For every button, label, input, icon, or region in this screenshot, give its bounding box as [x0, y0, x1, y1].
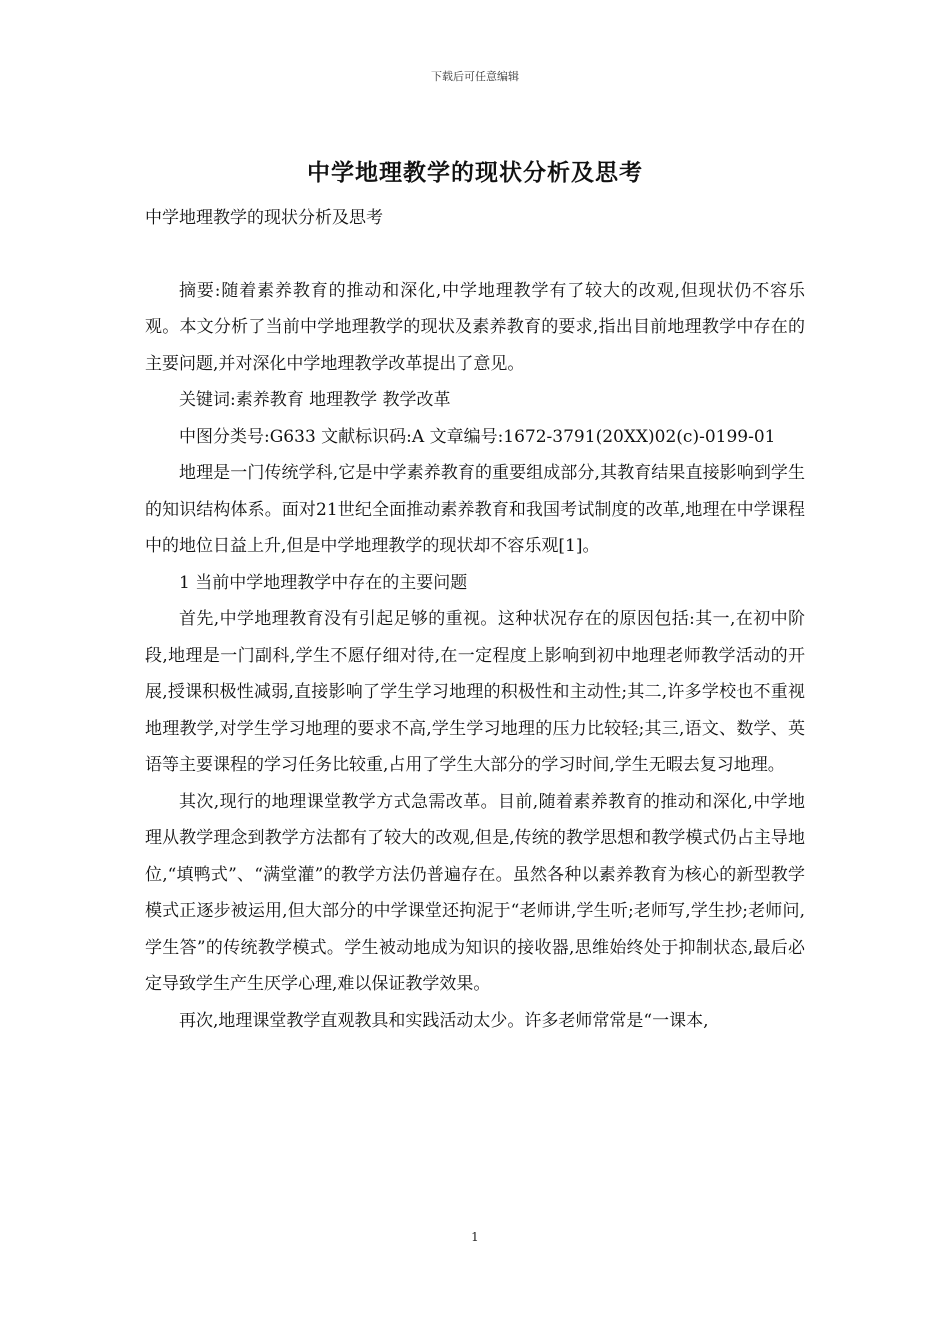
section-heading: 1 当前中学地理教学中存在的主要问题 [179, 572, 468, 593]
page-number: 1 [471, 1230, 479, 1244]
document-title: 中学地理教学的现状分析及思考 [307, 160, 643, 186]
body-paragraph: 其次,现行的地理课堂教学方式急需改革。目前,随着素养教育的推动和深化,中学地理从教学理念到教学方法都有了较大的改观,但是,传统的教学思想和教学模式仍占主导地位,“填鸭式”、“满堂灌”的教学方法仍普遍存在。虽然各种以素养教育为核心的新型教学模式正逐步被运用,但大部分的中学课堂还拘泥于“老师讲,学生听;老师写,学生抄;老师问,学生答”的传统教学模式。学生被动地成为知识的接收器,思维始终处于抑制状态,最后必定导致学生产生厌学心理,难以保证教学效果。 [145, 791, 805, 994]
document-body [145, 200, 805, 1039]
body-paragraph: 首先,中学地理教育没有引起足够的重视。这种状况存在的原因包括:其一,在初中阶段,地理是一门副科,学生不愿仔细对待,在一定程度上影响到初中地理老师教学活动的开展,授课积极性减弱,直接影响了学生学习地理的积极性和主动性;其二,许多学校也不重视地理教学,对学生学习地理的要求不高,学生学习地理的压力比较轻;其三,语文、数学、英语等主要课程的学习任务比较重,占用了学生大部分的学习时间,学生无暇去复习地理。 [145, 609, 805, 775]
header-note: 下载后可任意编辑 [431, 70, 519, 83]
body-paragraph: 再次,地理课堂教学直观教具和实践活动太少。许多老师常常是“一课本, [179, 1010, 709, 1031]
abstract-paragraph: 摘要:随着素养教育的推动和深化,中学地理教学有了较大的改观,但现状仍不容乐观。本文分析了当前中学地理教学的现状及素养教育的要求,指出目前地理教学中存在的主要问题,并对深化中学地理教学改革提出了意见。 [145, 280, 805, 374]
body-paragraph: 地理是一门传统学科,它是中学素养教育的重要组成部分,其教育结果直接影响到学生的知识结构体系。面对21世纪全面推动素养教育和我国考试制度的改革,地理在中学课程中的地位日益上升,但是中学地理教学的现状却不容乐观[1]。 [145, 463, 805, 556]
document-subtitle: 中学地理教学的现状分析及思考 [145, 208, 383, 228]
keywords-paragraph: 关键词:素养教育 地理教学 教学改革 [179, 390, 451, 410]
classification-paragraph: 中图分类号:G633 文献标识码:A 文章编号:1672-3791(20XX)02(c)-0199-01 [179, 426, 776, 447]
